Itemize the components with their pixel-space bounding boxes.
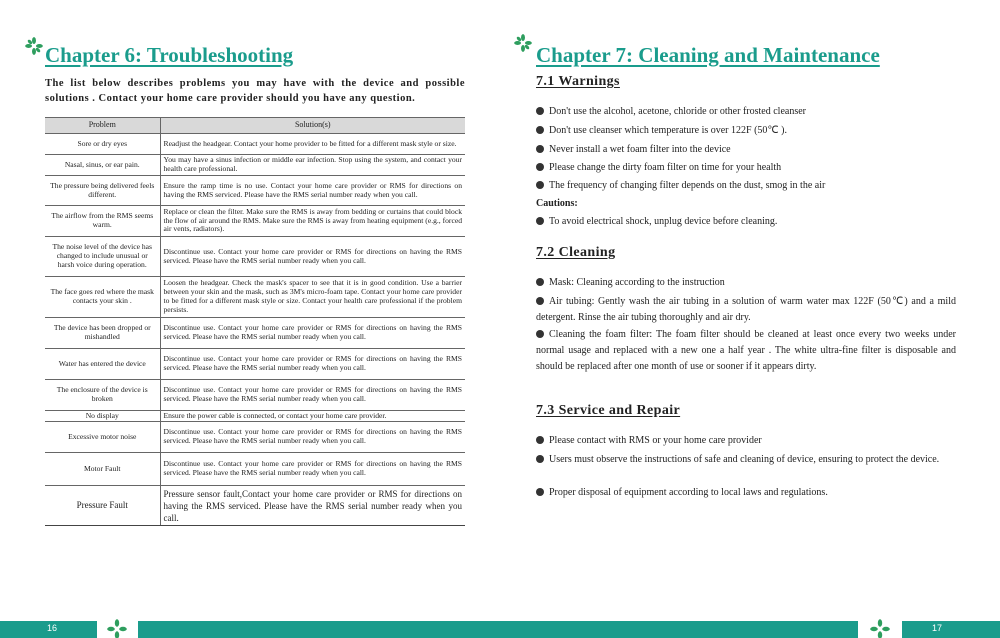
problem-cell: The airflow from the RMS seems warm. bbox=[45, 206, 160, 237]
bullet-icon bbox=[536, 455, 544, 463]
list-item-text: To avoid electrical shock, unplug device before cleaning. bbox=[549, 216, 778, 227]
problem-cell: The enclosure of the device is broken bbox=[45, 380, 160, 411]
solution-cell: Ensure the power cable is connected, or contact your home care provider. bbox=[160, 411, 465, 422]
service-heading: 7.3 Service and Repair bbox=[536, 403, 681, 418]
solution-cell: Readjust the headgear. Contact your home provider to be fitted for a different mask style or size. bbox=[160, 134, 465, 155]
list-item bbox=[536, 104, 956, 120]
bullet-icon bbox=[536, 330, 544, 338]
list-item bbox=[536, 160, 956, 176]
page-number-right: 17 bbox=[932, 623, 943, 633]
solution-cell: Ensure the ramp time is no use. Contact your home care provider or RMS for directions on having the RMS serviced. Please have the RMS serial number ready when you call. bbox=[160, 176, 465, 206]
solution-cell: Discontinue use. Contact your home care provider or RMS for directions on having the RMS serviced. Please have the RMS serial number ready when you call. bbox=[160, 349, 465, 380]
problem-cell: Pressure Fault bbox=[45, 486, 160, 526]
flower-star-icon bbox=[514, 34, 532, 52]
problem-cell: The face goes red where the mask contacts your skin . bbox=[45, 277, 160, 318]
warnings-heading: 7.1 Warnings bbox=[536, 74, 620, 89]
list-item bbox=[536, 178, 956, 194]
flower-star-icon bbox=[107, 619, 127, 638]
table-row bbox=[45, 318, 465, 349]
bullet-icon bbox=[536, 145, 544, 153]
problem-cell: Excessive motor noise bbox=[45, 422, 160, 453]
table-row bbox=[45, 422, 465, 453]
flower-star-icon bbox=[870, 619, 890, 638]
footer-bar-center bbox=[138, 621, 858, 638]
table-row bbox=[45, 486, 465, 526]
table-row bbox=[45, 380, 465, 411]
list-item bbox=[536, 275, 956, 291]
list-item bbox=[536, 214, 956, 230]
table-row bbox=[45, 237, 465, 277]
solution-cell: Discontinue use. Contact your home care provider or RMS for directions on having the RMS serviced. Please have the RMS serial number ready when you call. bbox=[160, 237, 465, 277]
table-row bbox=[45, 411, 465, 422]
bullet-icon bbox=[536, 488, 544, 496]
table-row bbox=[45, 453, 465, 486]
list-item-text: Proper disposal of equipment according to local laws and regulations. bbox=[549, 487, 828, 498]
bullet-icon bbox=[536, 217, 544, 225]
right-page bbox=[500, 0, 1000, 638]
header-problem: Problem bbox=[45, 118, 160, 134]
list-item bbox=[536, 142, 956, 158]
bullet-icon bbox=[536, 126, 544, 134]
bullet-icon bbox=[536, 297, 544, 305]
problem-cell: The pressure being delivered feels different. bbox=[45, 176, 160, 206]
solution-cell: Discontinue use. Contact your home care provider or RMS for directions on having the RMS serviced. Please have the RMS serial number ready when you call. bbox=[160, 380, 465, 411]
table-header-row bbox=[45, 118, 465, 134]
cautions-label: Cautions: bbox=[536, 198, 578, 209]
list-item bbox=[536, 452, 956, 468]
list-item-text: Cleaning the foam filter: The foam filter should be cleaned at least once every two weeks under normal usage and replaced with a new one a half year . The white ultra-fine filter is disposable and should be replaced after one month of use or sooner if it appears dirty. bbox=[536, 329, 956, 372]
intro-text: The list below describes problems you may have with the device and possible solutions . Contact your home care provider should you have any question. bbox=[45, 78, 465, 104]
problem-cell: Sore or dry eyes bbox=[45, 134, 160, 155]
flower-star-icon bbox=[25, 37, 43, 55]
table-row bbox=[45, 349, 465, 380]
troubleshooting-table bbox=[45, 117, 465, 526]
solution-cell: You may have a sinus infection or middle ear infection. Stop using the system, and contact your health care professional. bbox=[160, 155, 465, 176]
list-item bbox=[536, 433, 956, 449]
bullet-icon bbox=[536, 163, 544, 171]
solution-cell: Discontinue use. Contact your home care provider or RMS for directions on having the RMS serviced. Please have the RMS serial number ready when you call. bbox=[160, 318, 465, 349]
list-item-text: Please change the dirty foam filter on time for your health bbox=[549, 162, 782, 173]
list-item-text: Users must observe the instructions of safe and cleaning of device, ensuring to protect the device. bbox=[549, 454, 940, 465]
problem-cell: The device has been dropped or mishandled bbox=[45, 318, 160, 349]
list-item-text: Air tubing: Gently wash the air tubing in a solution of warm water max 122F (50℃) and a mild detergent. Rinse the air tubing thoroughly and air dry. bbox=[536, 296, 956, 323]
chapter-7-title: Chapter 7: Cleaning and Maintenance bbox=[536, 43, 880, 67]
list-item-text: Don't use the alcohol, acetone, chloride or other frosted cleanser bbox=[549, 106, 806, 117]
list-item-text: Never install a wet foam filter into the device bbox=[549, 144, 731, 155]
chapter-6-title: Chapter 6: Troubleshooting bbox=[45, 43, 294, 67]
cleaning-heading: 7.2 Cleaning bbox=[536, 245, 616, 260]
footer-bar-right bbox=[902, 621, 1000, 638]
problem-cell: The noise level of the device has changed to include unusual or harsh voice during operation. bbox=[45, 237, 160, 277]
solution-cell: Discontinue use. Contact your home care provider or RMS for directions on having the RMS serviced. Please have the RMS serial number ready when you call. bbox=[160, 422, 465, 453]
solution-cell: Replace or clean the filter. Make sure the RMS is away from bedding or curtains that could block the flow of air around the RMS. Make sure the RMS is away from heating equipment (e.g., forced air vents, radiators). bbox=[160, 206, 465, 237]
problem-cell: Water has entered the device bbox=[45, 349, 160, 380]
problem-cell: No display bbox=[45, 411, 160, 422]
list-item bbox=[536, 123, 956, 139]
solution-cell: Loosen the headgear. Check the mask's spacer to see that it is in good condition. Use a barrier between your skin and the mask, such as 3M's micro-foam tape. Contact your home care provider to be fitted for a different mask style or size. Contact your health care professional if the problem persists. bbox=[160, 277, 465, 318]
list-item-text: Don't use cleanser which temperature is over 122F (50℃ ). bbox=[549, 125, 787, 136]
table-row bbox=[45, 277, 465, 318]
list-item-text: Mask: Cleaning according to the instruction bbox=[549, 277, 725, 288]
table-row bbox=[45, 176, 465, 206]
list-item-text: Please contact with RMS or your home care provider bbox=[549, 435, 762, 446]
bullet-icon bbox=[536, 436, 544, 444]
table-row bbox=[45, 206, 465, 237]
list-item bbox=[536, 294, 956, 326]
page-number-left: 16 bbox=[47, 623, 58, 633]
list-item-text: The frequency of changing filter depends on the dust, smog in the air bbox=[549, 180, 826, 191]
table-row bbox=[45, 155, 465, 176]
bullet-icon bbox=[536, 181, 544, 189]
problem-cell: Motor Fault bbox=[45, 453, 160, 486]
list-item bbox=[536, 485, 956, 501]
header-solutions: Solution(s) bbox=[160, 118, 465, 134]
table-row bbox=[45, 134, 465, 155]
solution-cell: Discontinue use. Contact your home care provider or RMS for directions on having the RMS serviced. Please have the RMS serial number ready when you call. bbox=[160, 453, 465, 486]
bullet-icon bbox=[536, 278, 544, 286]
problem-cell: Nasal, sinus, or ear pain. bbox=[45, 155, 160, 176]
bullet-icon bbox=[536, 107, 544, 115]
list-item bbox=[536, 327, 956, 375]
solution-cell: Pressure sensor fault,Contact your home care provider or RMS for directions on having the RMS serviced. Please have the RMS serial number ready when you call. bbox=[160, 486, 465, 526]
